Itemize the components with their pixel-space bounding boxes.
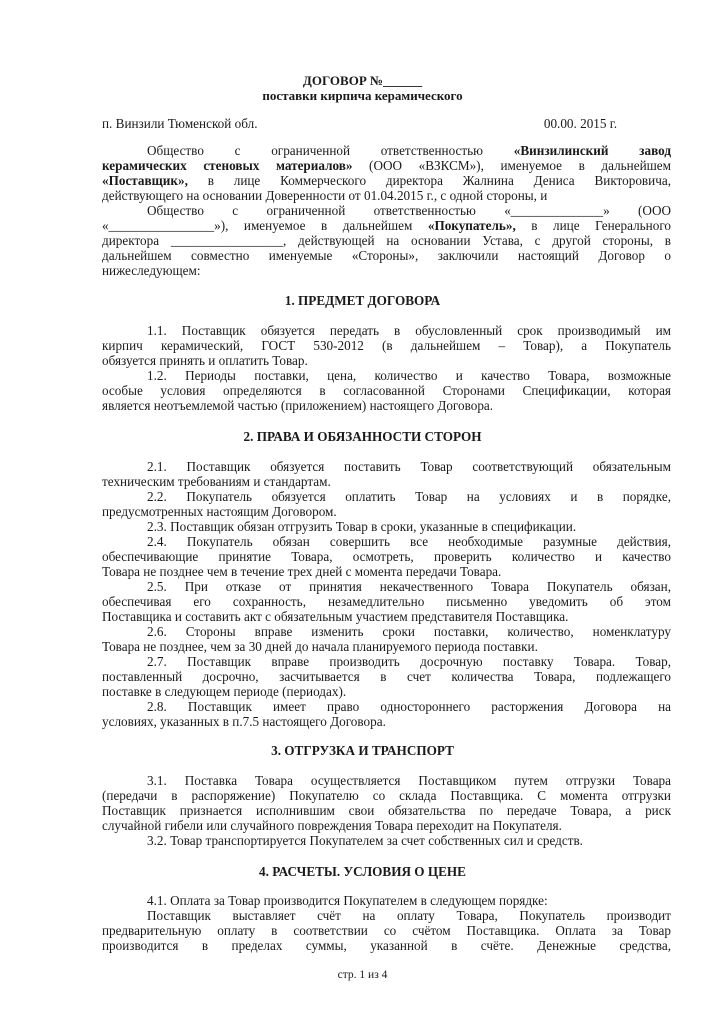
paragraph-line: 1.1. Поставщик обязуется передать в обусловленный срок производимый им [147, 323, 671, 338]
place: п. Винзили Тюменской обл. [102, 116, 258, 131]
paragraph-line: предварительную оплату в соответствии со счётом Поставщика. Оплата за Товар [102, 923, 671, 938]
paragraph-line: условиях, указанных в п.7.5 настоящего Договора. [102, 714, 386, 729]
page-number: стр. 1 из 4 [337, 969, 388, 981]
paragraph-line: 2.5. При отказе от принятия некачественного Товара Покупатель обязан, [147, 579, 671, 594]
contract-subtitle: поставки кирпича керамического [262, 88, 463, 103]
paragraph-line: является неотъемлемой частью (приложением) настоящего Договора. [102, 398, 494, 413]
date: 00.00. 2015 г. [543, 116, 617, 131]
paragraph-line: (передачи в распоряжение) Покупателю со склада Поставщика. С момента отгрузки [102, 788, 671, 803]
paragraph-line: Поставщика и составить акт с обязательным участием представителя Поставщика. [102, 609, 569, 624]
preamble-line: «________________»), именуемое в дальнейшем «Покупатель», в лице Генерального [102, 218, 671, 233]
preamble-line: Общество с ограниченной ответственностью «Винзилинский завод [147, 143, 671, 158]
paragraph-line: Товара не позднее, чем за 30 дней до начала планируемого периода поставки. [102, 639, 538, 654]
preamble-line: керамических стеновых материалов» (ООО «ВЗКСМ»), именуемое в дальнейшем [102, 158, 671, 173]
paragraph-line: 2.6. Стороны вправе изменить сроки поставки, количество, номенклатуру [147, 624, 671, 639]
section-heading: 3. ОТГРУЗКА И ТРАНСПОРТ [271, 743, 454, 758]
paragraph-line: поставленный досрочно, засчитывается в счет количества Товара, подлежащего [102, 669, 671, 684]
paragraph-line: обеспечивающие принятие Товара, осмотреть, проверить количество и качество [102, 549, 671, 564]
preamble-line: Общество с ограниченной ответственностью «______________» (ООО [147, 203, 671, 218]
paragraph-line: обязуется принять и оплатить Товар. [102, 353, 308, 368]
preamble-line: действующего на основании Доверенности от 01.04.2015 г., с одной стороны, и [102, 188, 548, 203]
paragraph-line: 2.7. Поставщик вправе производить досрочную поставку Товара. Товар, [147, 654, 671, 669]
paragraph-line: Поставщик признается исполнившим свои обязательства по передаче Товара, а риск [102, 803, 671, 818]
paragraph-line: случайной гибели или случайного повреждения Товара переходит на Покупателя. [102, 818, 562, 833]
paragraph-line: 4.1. Оплата за Товар производится Покупателем в следующем порядке: [147, 893, 548, 908]
section-heading: 2. ПРАВА И ОБЯЗАННОСТИ СТОРОН [243, 429, 482, 444]
paragraph-line: техническим требованиям и стандартам. [102, 474, 331, 489]
preamble-line: нижеследующем: [102, 263, 201, 278]
paragraph-line: обеспечивая его сохранность, незамедлительно письменно уведомить об этом [102, 594, 671, 609]
paragraph-line: 1.2. Периоды поставки, цена, количество и качество Товара, возможные [147, 368, 671, 383]
paragraph-line: 3.2. Товар транспортируется Покупателем за счет собственных сил и средств. [147, 833, 583, 848]
preamble-line: «Поставщик», в лице Коммерческого директора Жалнина Дениса Викторовича, [102, 173, 671, 188]
paragraph-line: производится в пределах суммы, указанной в счёте. Денежные средства, [102, 938, 671, 953]
preamble-line: дальнейшем совместно именуемые «Стороны», заключили настоящий Договор о [102, 248, 671, 263]
paragraph-line: 2.8. Поставщик имеет право одностороннего расторжения Договора на [147, 699, 671, 714]
section-heading: 4. РАСЧЕТЫ. УСЛОВИЯ О ЦЕНЕ [259, 864, 466, 879]
contract-title: ДОГОВОР №______ [302, 73, 423, 88]
paragraph-line: Товара не позднее чем в течение трех дней с момента передачи Товара. [102, 564, 502, 579]
preamble-line: директора _________________, действующей на основании Устава, с другой стороны, в [102, 233, 671, 248]
paragraph-line: Поставщик выставляет счёт на оплату Товара, Покупатель производит [147, 908, 671, 923]
paragraph-line: особые условия определяются в согласованной Сторонами Спецификации, которая [102, 383, 671, 398]
paragraph-line: кирпич керамический, ГОСТ 530-2012 (в дальнейшем – Товар), а Покупатель [102, 338, 671, 353]
paragraph-line: 3.1. Поставка Товара осуществляется Поставщиком путем отгрузки Товара [147, 773, 671, 788]
paragraph-line: 2.3. Поставщик обязан отгрузить Товар в сроки, указанные в спецификации. [147, 519, 577, 534]
place-date-row [102, 116, 671, 131]
paragraph-line: 2.2. Покупатель обязуется оплатить Товар на условиях и в порядке, [147, 489, 671, 504]
paragraph-line: 2.1. Поставщик обязуется поставить Товар соответствующий обязательным [147, 459, 671, 474]
paragraph-line: поставке в следующем периоде (периодах). [102, 684, 347, 699]
paragraph-line: предусмотренных настоящим Договором. [102, 504, 337, 519]
paragraph-line: 2.4. Покупатель обязан совершить все необходимые разумные действия, [147, 534, 671, 549]
section-heading: 1. ПРЕДМЕТ ДОГОВОРА [284, 293, 441, 308]
